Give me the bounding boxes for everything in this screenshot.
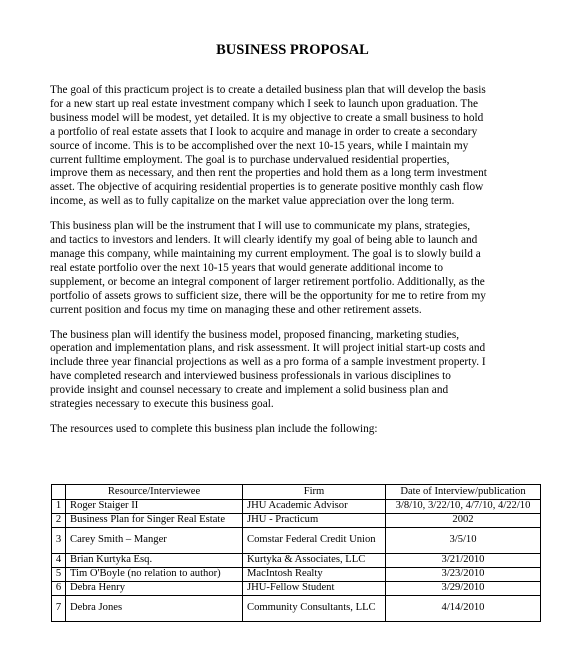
row-number: 2	[52, 514, 66, 528]
table-row	[52, 568, 541, 582]
row-firm: JHU - Practicum	[243, 514, 386, 528]
row-firm: JHU-Fellow Student	[243, 582, 386, 596]
row-firm: MacIntosh Realty	[243, 568, 386, 582]
table-header-row	[52, 485, 541, 500]
table-row	[52, 596, 541, 622]
table-row	[52, 582, 541, 596]
document-body	[50, 84, 487, 448]
row-number: 7	[52, 596, 66, 622]
row-resource: Roger Staiger II	[66, 500, 243, 514]
paragraph-instrument: This business plan will be the instrument that I will use to communicate my plans, strategies, and tactics to investors and lenders. It will clearly identify my goal of being able to launch and manage this company, while maintaining my current employment. The goal is to slowly build a real estate portfolio over the next 10-15 years that would generate additional income to supplement, or become an integral component of larger retirement portfolio. Additionally, as the portfolio of assets grows to sufficient size, there will be the opportunity for me to retire from my current position and focus my time on managing these and other retirement assets.	[50, 220, 486, 316]
row-date: 2002	[386, 514, 541, 528]
row-firm: Comstar Federal Credit Union	[243, 528, 386, 554]
row-number: 3	[52, 528, 66, 554]
paragraph-resources-intro: The resources used to complete this business plan include the following:	[50, 422, 378, 435]
row-resource: Tim O'Boyle (no relation to author)	[66, 568, 243, 582]
row-date: 3/29/2010	[386, 582, 541, 596]
row-number: 6	[52, 582, 66, 596]
row-firm: JHU Academic Advisor	[243, 500, 386, 514]
row-firm: Kurtyka & Associates, LLC	[243, 554, 386, 568]
row-number: 5	[52, 568, 66, 582]
row-date: 4/14/2010	[386, 596, 541, 622]
table-row	[52, 528, 541, 554]
row-date: 3/23/2010	[386, 568, 541, 582]
row-resource: Debra Henry	[66, 582, 243, 596]
paragraph-identify: The business plan will identify the business model, proposed financing, marketing studies, operation and implementation plans, and risk assessment. It will project initial start-up costs and include three year financial projections as well as a pro forma of a sample investment property. I have completed research and interviewed business professionals in various disciplines to provide insight and counsel necessary to create and implement a solid business plan and strategies necessary to execute this business goal.	[50, 328, 486, 411]
paragraph-goal: The goal of this practicum project is to create a detailed business plan that will develop the basis for a new start up real estate investment company which I seek to launch upon graduation. The business model will be modest, yet detailed. It is my objective to create a small business to hold a portfolio of real estate assets that I look to acquire and manage in order to create a secondary source of income. This is to be accomplished over the next 10-15 years, while I maintain my current fulltime employment. The goal is to purchase undervalued residential properties, improve them as necessary, and then rent the properties and hold them as a long term investment asset. The objective of acquiring residential properties is to generate positive monthly cash flow income, as well as to fully capitalize on the market value appreciation over the long term.	[50, 84, 487, 208]
header-resource: Resource/Interviewee	[66, 485, 243, 500]
table-row	[52, 554, 541, 568]
table-row	[52, 500, 541, 514]
row-date: 3/5/10	[386, 528, 541, 554]
row-number: 4	[52, 554, 66, 568]
resources-table	[51, 484, 541, 622]
table-row	[52, 514, 541, 528]
row-resource: Debra Jones	[66, 596, 243, 622]
row-number: 1	[52, 500, 66, 514]
row-date: 3/8/10, 3/22/10, 4/7/10, 4/22/10	[386, 500, 541, 514]
header-firm: Firm	[243, 485, 386, 500]
row-resource: Business Plan for Singer Real Estate	[66, 514, 243, 528]
row-resource: Brian Kurtyka Esq.	[66, 554, 243, 568]
header-date: Date of Interview/publication	[386, 485, 541, 500]
header-number	[52, 485, 66, 500]
row-firm: Community Consultants, LLC	[243, 596, 386, 622]
page-title: BUSINESS PROPOSAL	[216, 42, 369, 58]
row-date: 3/21/2010	[386, 554, 541, 568]
row-resource: Carey Smith – Manger	[66, 528, 243, 554]
